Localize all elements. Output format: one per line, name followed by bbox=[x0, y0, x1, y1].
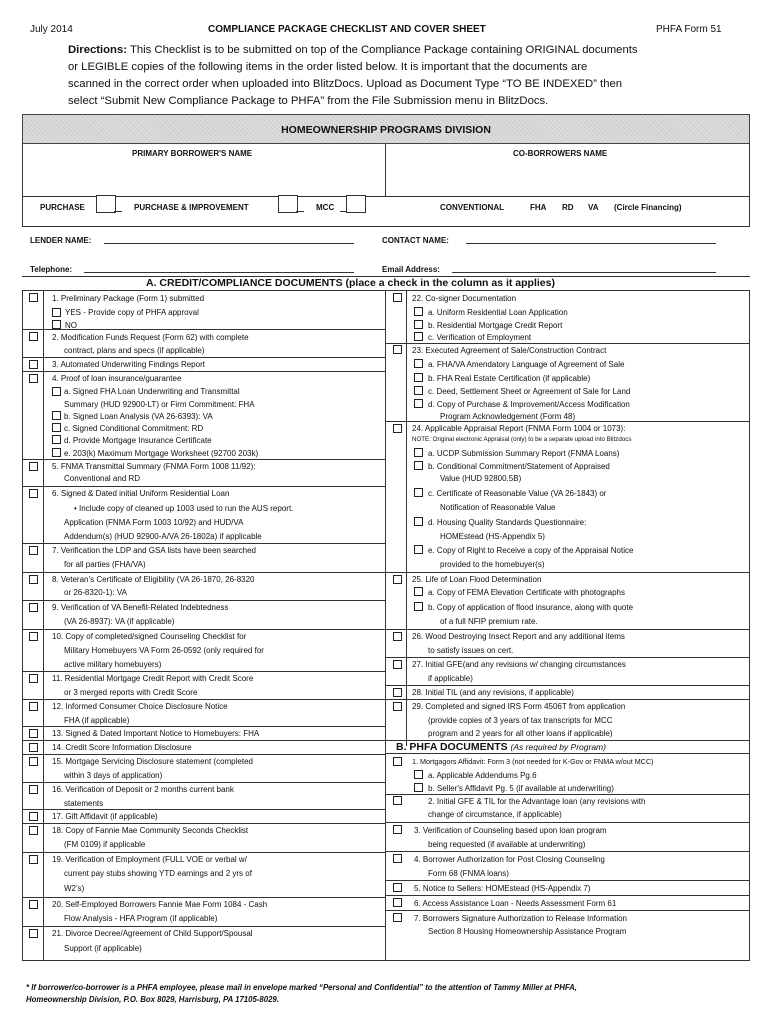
directions-line-2: or LEGIBLE copies of the following items in the order listed below. It is important that the documents are bbox=[68, 61, 588, 73]
b-item-1a-label: a. Applicable Addendums Pg.6 bbox=[428, 771, 537, 780]
item-16-label: 16. Verification of Deposit or 2 months current bank bbox=[52, 785, 234, 794]
item-17-checkbox[interactable] bbox=[29, 812, 38, 821]
item-6-note: • Include copy of cleaned up 1003 used to run the AUS report. bbox=[74, 504, 294, 513]
item-27-checkbox[interactable] bbox=[393, 660, 402, 669]
item-22b-checkbox[interactable] bbox=[414, 320, 423, 329]
item-24a-checkbox[interactable] bbox=[414, 448, 423, 457]
page-title: COMPLIANCE PACKAGE CHECKLIST AND COVER SHEET bbox=[208, 24, 486, 35]
section-b-subtitle: (As required by Program) bbox=[510, 742, 606, 752]
division-banner: HOMEOWNERSHIP PROGRAMS DIVISION bbox=[22, 114, 750, 144]
co-borrower-label: CO-BORROWERS NAME bbox=[513, 149, 608, 158]
item-19-label: 19. Verification of Employment (FULL VOE or verbal w/ bbox=[52, 855, 247, 864]
b-item-1b-label: b. Seller's Affidavit Pg. 5 (if available at underwriting) bbox=[428, 784, 614, 793]
item-5-label: 5. FNMA Transmittal Summary (FNMA Form 1008 11/92): bbox=[52, 462, 256, 471]
item-20-checkbox[interactable] bbox=[29, 900, 38, 909]
item-29-cont-2: program and 2 years for all other loans if applicable) bbox=[428, 729, 613, 738]
item-23a-label: a. FHA/VA Amendatory Language of Agreement of Sale bbox=[428, 360, 625, 369]
item-24c-cont: Notification of Reasonable Value bbox=[440, 503, 556, 512]
directions-line-4: select “Submit New Compliance Package to PHFA” from the File Submission menu in BlitzDocs. bbox=[68, 95, 549, 107]
item-20-label: 20. Self-Employed Borrowers Fannie Mae Form 1084 - Cash bbox=[52, 900, 268, 909]
item-6-cont-1: Application (FNMA Form 1003 10/92) and HUD/VA bbox=[64, 518, 244, 527]
item-24-label: 24. Applicable Appraisal Report (FNMA Form 1004 or 1073): bbox=[412, 424, 626, 433]
item-3-label: 3. Automated Underwriting Findings Report bbox=[52, 360, 205, 369]
item-9-cont: (VA 26-8937): VA (if applicable) bbox=[64, 617, 175, 626]
item-15-checkbox[interactable] bbox=[29, 757, 38, 766]
item-19-cont-1: current pay stubs showing YTD earnings and 2 yrs of bbox=[64, 869, 252, 878]
item-19-cont-2: W2’s) bbox=[64, 884, 85, 893]
item-1-label: 1. Preliminary Package (Form 1) submitted bbox=[52, 294, 205, 303]
item-26-cont: to satisfy issues on cert. bbox=[428, 646, 514, 655]
item-12-checkbox[interactable] bbox=[29, 702, 38, 711]
b-item-4-cont: Form 68 (FNMA loans) bbox=[428, 869, 509, 878]
b-item-1a-checkbox[interactable] bbox=[414, 770, 423, 779]
b-item-6-label: 6. Access Assistance Loan - Needs Assessment Form 61 bbox=[414, 899, 617, 908]
mcc-label: MCC bbox=[316, 203, 335, 212]
fha-option[interactable]: FHA bbox=[530, 203, 547, 212]
b-item-3-checkbox[interactable] bbox=[393, 825, 402, 834]
item-24b-label: b. Conditional Commitment/Statement of Appraised bbox=[428, 462, 610, 471]
item-28-label: 28. Initial TIL (and any revisions, if applicable) bbox=[412, 688, 574, 697]
item-6-checkbox[interactable] bbox=[29, 489, 38, 498]
item-21-checkbox[interactable] bbox=[29, 929, 38, 938]
item-27-label: 27. Initial GFE(and any revisions w/ changing circumstances bbox=[412, 660, 626, 669]
item-11-checkbox[interactable] bbox=[29, 674, 38, 683]
item-24e-checkbox[interactable] bbox=[414, 545, 423, 554]
item-23b-label: b. FHA Real Estate Certification (if applicable) bbox=[428, 374, 591, 383]
telephone-label: Telephone: bbox=[30, 265, 73, 274]
item-7-cont: for all parties (FHA/VA) bbox=[64, 560, 146, 569]
footer-note bbox=[26, 982, 577, 1006]
va-option[interactable]: VA bbox=[588, 203, 599, 212]
purchase-improvement-label: PURCHASE & IMPROVEMENT bbox=[134, 203, 249, 212]
footer-line-2: Homeownership Division, P.O. Box 8029, Harrisburg, PA 17105-8029. bbox=[26, 995, 279, 1004]
item-26-label: 26. Wood Destroying Insect Report and any additional items bbox=[412, 632, 625, 641]
item-11-label: 11. Residential Mortgage Credit Report with Credit Score bbox=[52, 674, 254, 683]
item-24-note: NOTE: Original electronic Appraisal (only) to be a separate upload into Blitzdocs bbox=[412, 436, 632, 443]
item-24d-checkbox[interactable] bbox=[414, 517, 423, 526]
item-23-checkbox[interactable] bbox=[393, 345, 402, 354]
item-3-checkbox[interactable] bbox=[29, 360, 38, 369]
item-22c-checkbox[interactable] bbox=[414, 332, 423, 341]
item-18-cont: (FM 0109) if applicable bbox=[64, 840, 146, 849]
section-a-title: A. CREDIT/COMPLIANCE DOCUMENTS (place a check in the column as it applies) bbox=[146, 277, 555, 289]
contact-name-field[interactable] bbox=[466, 243, 716, 244]
co-borrower-field[interactable] bbox=[400, 160, 740, 192]
b-item-7-checkbox[interactable] bbox=[393, 913, 402, 922]
item-12-label: 12. Informed Consumer Choice Disclosure Notice bbox=[52, 702, 228, 711]
b-item-2-label: 2. Initial GFE & TIL for the Advantage loan (any revisions with bbox=[428, 797, 646, 806]
item-4-checkbox[interactable] bbox=[29, 374, 38, 383]
primary-borrower-label: PRIMARY BORROWER'S NAME bbox=[132, 149, 253, 158]
b-item-1-checkbox[interactable] bbox=[393, 757, 402, 766]
b-item-2-checkbox[interactable] bbox=[393, 796, 402, 805]
item-23a-checkbox[interactable] bbox=[414, 359, 423, 368]
item-10-cont-2: active military homebuyers) bbox=[64, 660, 162, 669]
item-5-cont: Conventional and RD bbox=[64, 474, 141, 483]
item-23d-checkbox[interactable] bbox=[414, 399, 423, 408]
item-29-checkbox[interactable] bbox=[393, 702, 402, 711]
item-14-checkbox[interactable] bbox=[29, 743, 38, 752]
b-item-4-checkbox[interactable] bbox=[393, 854, 402, 863]
purchase-improvement-box[interactable] bbox=[278, 195, 298, 213]
rd-option[interactable]: RD bbox=[562, 203, 574, 212]
footer-line-1: * If borrower/co-borrower is a PHFA employee, please mail in envelope marked “Personal and Confidential” to the attention of Tammy Miller at PHFA, bbox=[26, 983, 577, 992]
item-22-checkbox[interactable] bbox=[393, 293, 402, 302]
b-item-3-label: 3. Verification of Counseling based upon loan program bbox=[414, 826, 607, 835]
purchase-box[interactable] bbox=[96, 195, 116, 213]
item-28-checkbox[interactable] bbox=[393, 688, 402, 697]
item-21-cont: Support (if applicable) bbox=[64, 944, 142, 953]
item-23d-cont: Program Acknowledgement (Form 48) bbox=[440, 412, 576, 421]
item-15-label: 15. Mortgage Servicing Disclosure statement (completed bbox=[52, 757, 253, 766]
item-22c-label: c. Verification of Employment bbox=[428, 333, 532, 342]
item-1-checkbox[interactable] bbox=[29, 293, 38, 302]
item-4e-checkbox[interactable] bbox=[52, 448, 61, 457]
item-24e-label: e. Copy of Right to Receive a copy of the Appraisal Notice bbox=[428, 546, 634, 555]
item-18-label: 18. Copy of Fannie Mae Community Seconds Checklist bbox=[52, 826, 249, 835]
form-number: PHFA Form 51 bbox=[656, 24, 722, 35]
item-25b-label: b. Copy of application of flood insurance, along with quote bbox=[428, 603, 634, 612]
item-5-checkbox[interactable] bbox=[29, 462, 38, 471]
item-15-cont: within 3 days of application) bbox=[64, 771, 163, 780]
directions-line-1: This Checklist is to be submitted on top of the Compliance Package containing ORIGINAL documents bbox=[127, 44, 638, 56]
telephone-field[interactable] bbox=[84, 272, 354, 273]
item-10-label: 10. Copy of completed/signed Counseling Checklist for bbox=[52, 632, 247, 641]
item-25b-checkbox[interactable] bbox=[414, 602, 423, 611]
email-field[interactable] bbox=[452, 272, 716, 273]
item-22b-label: b. Residential Mortgage Credit Report bbox=[428, 321, 563, 330]
item-12-cont: FHA (if applicable) bbox=[64, 716, 130, 725]
b-item-7-label: 7. Borrowers Signature Authorization to Release Information bbox=[414, 914, 628, 923]
item-22a-checkbox[interactable] bbox=[414, 307, 423, 316]
item-1-yes-checkbox[interactable] bbox=[52, 308, 61, 317]
item-1-no-label: NO bbox=[65, 321, 77, 330]
item-24c-label: c. Certificate of Reasonable Value (VA 26-1843) or bbox=[428, 489, 607, 498]
item-24d-label: d. Housing Quality Standards Questionnaire: bbox=[428, 518, 587, 527]
item-29-label: 29. Completed and signed IRS Form 4506T from application bbox=[412, 702, 626, 711]
b-item-6-checkbox[interactable] bbox=[393, 898, 402, 907]
item-20-cont: Flow Analysis - HFA Program (if applicable) bbox=[64, 914, 218, 923]
item-2-label: 2. Modification Funds Request (Form 62) with complete bbox=[52, 333, 249, 342]
conventional-option[interactable]: CONVENTIONAL bbox=[440, 203, 504, 212]
item-4c-label: c. Signed Conditional Commitment: RD bbox=[64, 424, 204, 433]
item-8-label: 8. Veteran’s Certificate of Eligibility (VA 26-1870, 26-8320 bbox=[52, 575, 255, 584]
item-9-label: 9. Verification of VA Benefit-Related Indebtedness bbox=[52, 603, 229, 612]
item-1-no-checkbox[interactable] bbox=[52, 320, 61, 329]
item-6-label: 6. Signed & Dated initial Uniform Residential Loan bbox=[52, 489, 230, 498]
item-6-cont-2: Addendum(s) (HUD 92900-A/VA 26-1802a) if applicable bbox=[64, 532, 262, 541]
item-10-cont-1: Military Homebuyers VA Form 26-0592 (only required for bbox=[64, 646, 264, 655]
b-item-3-cont: being requested (if available at underwriting) bbox=[428, 840, 586, 849]
item-19-checkbox[interactable] bbox=[29, 855, 38, 864]
item-7-label: 7. Verification the LDP and GSA lists have been searched bbox=[52, 546, 256, 555]
item-23b-checkbox[interactable] bbox=[414, 373, 423, 382]
item-4b-checkbox[interactable] bbox=[52, 411, 61, 420]
item-18-checkbox[interactable] bbox=[29, 826, 38, 835]
item-10-checkbox[interactable] bbox=[29, 632, 38, 641]
directions-line-3: scanned in the correct order when uploaded into BlitzDocs. Upload as Document Type “TO BE INDEXED” then bbox=[68, 78, 623, 90]
item-25-checkbox[interactable] bbox=[393, 575, 402, 584]
b-item-4-label: 4. Borrower Authorization for Post Closing Counseling bbox=[414, 855, 605, 864]
item-24d-cont: HOMEstead (HS-Appendix 5) bbox=[440, 532, 545, 541]
item-7-checkbox[interactable] bbox=[29, 546, 38, 555]
primary-borrower-field[interactable] bbox=[80, 160, 370, 192]
b-item-1b-checkbox[interactable] bbox=[414, 783, 423, 792]
item-2-checkbox[interactable] bbox=[29, 332, 38, 341]
item-4e-label: e. 203(k) Maximum Mortgage Worksheet (92700 203k) bbox=[64, 449, 259, 458]
item-16-checkbox[interactable] bbox=[29, 785, 38, 794]
item-23c-label: c. Deed, Settlement Sheet or Agreement of Sale for Land bbox=[428, 387, 631, 396]
item-13-label: 13. Signed & Dated Important Notice to Homebuyers: FHA bbox=[52, 729, 260, 738]
b-item-5-label: 5. Notice to Sellers: HOMEstead (HS-Appendix 7) bbox=[414, 884, 591, 893]
directions bbox=[68, 42, 728, 110]
item-4d-checkbox[interactable] bbox=[52, 435, 61, 444]
item-4a-checkbox[interactable] bbox=[52, 387, 61, 396]
item-21-label: 21. Divorce Decree/Agreement of Child Support/Spousal bbox=[52, 929, 253, 938]
item-2-cont: contract, plans and specs (if applicable) bbox=[64, 346, 205, 355]
item-23-label: 23. Executed Agreement of Sale/Construction Contract bbox=[412, 346, 607, 355]
item-24c-checkbox[interactable] bbox=[414, 488, 423, 497]
item-24b-cont: Value (HUD 92800.5B) bbox=[440, 474, 522, 483]
item-27-cont: if applicable) bbox=[428, 674, 473, 683]
lender-name-label: LENDER NAME: bbox=[30, 236, 92, 245]
item-25a-label: a. Copy of FEMA Elevation Certificate with photographs bbox=[428, 588, 625, 597]
directions-label: Directions: bbox=[68, 44, 128, 56]
b-item-7-cont: Section 8 Housing Homeownership Assistance Program bbox=[428, 927, 627, 936]
lender-name-field[interactable] bbox=[104, 243, 354, 244]
item-25a-checkbox[interactable] bbox=[414, 587, 423, 596]
item-22a-label: a. Uniform Residential Loan Application bbox=[428, 308, 568, 317]
item-4d-label: d. Provide Mortgage Insurance Certificate bbox=[64, 436, 212, 445]
item-14-label: 14. Credit Score Information Disclosure bbox=[52, 743, 192, 752]
form-date: July 2014 bbox=[30, 24, 73, 35]
item-23d-label: d. Copy of Purchase & Improvement/Access Modification bbox=[428, 400, 630, 409]
purchase-label: PURCHASE bbox=[40, 203, 85, 212]
item-9-checkbox[interactable] bbox=[29, 603, 38, 612]
item-4-label: 4. Proof of loan insurance/guarantee bbox=[52, 374, 182, 383]
item-23c-checkbox[interactable] bbox=[414, 386, 423, 395]
item-26-checkbox[interactable] bbox=[393, 632, 402, 641]
item-8-checkbox[interactable] bbox=[29, 575, 38, 584]
item-13-checkbox[interactable] bbox=[29, 729, 38, 738]
item-29-cont-1: (provide copies of 3 years of tax transcripts for MCC bbox=[428, 716, 613, 725]
item-11-cont: or 3 merged reports with Credit Score bbox=[64, 688, 198, 697]
item-22-label: 22. Co-signer Documentation bbox=[412, 294, 517, 303]
item-4b-label: b. Signed Loan Analysis (VA 26-6393): VA bbox=[64, 412, 213, 421]
b-item-2-cont: change of circumstance, if applicable) bbox=[428, 810, 562, 819]
mcc-box[interactable] bbox=[346, 195, 366, 213]
b-item-5-checkbox[interactable] bbox=[393, 883, 402, 892]
item-16-cont: statements bbox=[64, 799, 104, 808]
circle-financing-note: (Circle Financing) bbox=[614, 203, 682, 212]
item-4c-checkbox[interactable] bbox=[52, 423, 61, 432]
item-25-label: 25. Life of Loan Flood Determination bbox=[412, 575, 542, 584]
item-17-label: 17. Gift Affidavit (if applicable) bbox=[52, 812, 158, 821]
item-24b-checkbox[interactable] bbox=[414, 461, 423, 470]
b-item-1-label: 1. Mortgagors Affidavit: Form 3 (not needed for K-Gov or FNMA w/out MCC) bbox=[412, 757, 654, 766]
item-24a-label: a. UCDP Submission Summary Report (FNMA Loans) bbox=[428, 449, 620, 458]
item-24-checkbox[interactable] bbox=[393, 424, 402, 433]
email-label: Email Address: bbox=[382, 265, 440, 274]
item-25b-cont: of a full NFIP premium rate. bbox=[440, 617, 538, 626]
item-24e-cont: provided to the homebuyer(s) bbox=[440, 560, 545, 569]
item-4a-label: a. Signed FHA Loan Underwriting and Transmittal bbox=[64, 387, 240, 396]
contact-name-label: CONTACT NAME: bbox=[382, 236, 449, 245]
item-4a-cont: Summary (HUD 92900-LT) or Firm Commitment: FHA bbox=[64, 400, 255, 409]
item-8-cont: or 26-8320-1): VA bbox=[64, 588, 127, 597]
section-b-title: B. PHFA DOCUMENTS (As required by Program) bbox=[396, 741, 606, 753]
item-1-yes-label: YES - Provide copy of PHFA approval bbox=[65, 308, 199, 317]
